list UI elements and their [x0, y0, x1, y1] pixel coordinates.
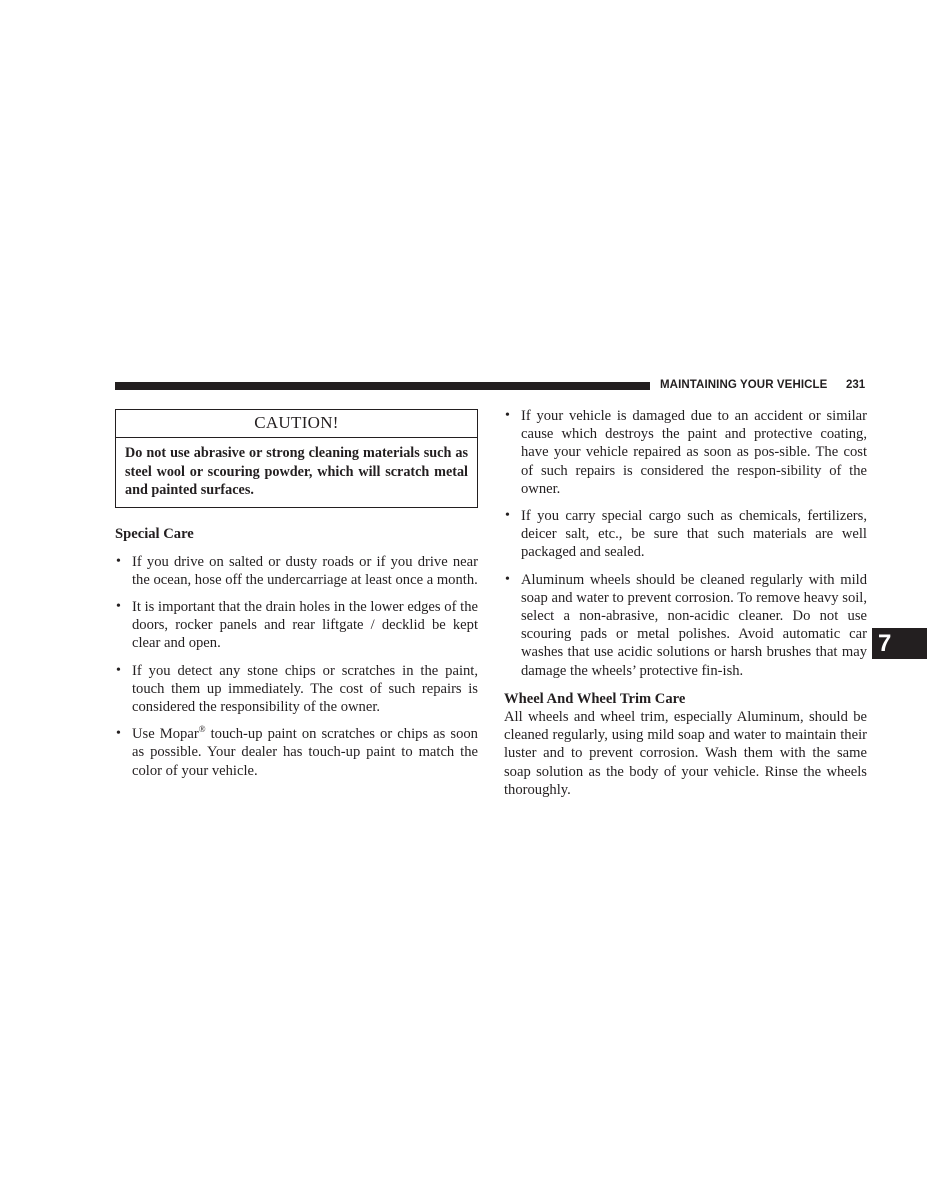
- list-item-text: If your vehicle is damaged due to an accident or similar cause which destroys the paint and protective coating, have your vehicle repaired as soon as pos-sible. The cost of such repairs is considered the respon-sibility of the owner.: [521, 408, 867, 497]
- bullet-icon: •: [116, 553, 121, 569]
- list-item: [115, 553, 478, 589]
- caution-box: [115, 409, 478, 508]
- list-item-text: [132, 726, 478, 778]
- list-item: [115, 662, 478, 717]
- mopar-text: Use Mopar: [132, 726, 199, 743]
- page-number: 231: [846, 379, 866, 391]
- list-item-text: It is important that the drain holes in the lower edges of the doors, rocker panels and rear liftgate / decklid be kept clear and open.: [132, 599, 478, 652]
- registered-mark: ®: [198, 724, 206, 735]
- wheel-care-text: All wheels and wheel trim, especially Aluminum, should be cleaned regularly, using mild soap and water to maintain their luster and to prevent corrosion. Wash them with the same soap solution as the body of your vehicle. Rinse the wheels thoroughly.: [504, 709, 867, 798]
- bullet-icon: •: [505, 508, 510, 524]
- right-column: [504, 407, 867, 799]
- damage-care-list: [504, 407, 867, 680]
- special-care-list: [115, 553, 478, 780]
- list-item-text: Aluminum wheels should be cleaned regularly with mild soap and water to prevent corrosion. To remove heavy soil, select a non-abrasive, non-acidic cleaner. Do not use scouring pads or metal polishes. Avoid automatic car washes that use acidic solutions or harsh brushes that may damage the wheels’ protective fin-ish.: [521, 571, 867, 679]
- list-item: [115, 725, 478, 780]
- list-item: [115, 598, 478, 653]
- left-column: [115, 409, 478, 789]
- bullet-icon: •: [116, 662, 121, 678]
- bullet-icon: •: [505, 571, 510, 587]
- list-item: [504, 507, 867, 562]
- caution-text: Do not use abrasive or strong cleaning materials such as steel wool or scouring powder, which will scratch metal and painted surfaces.: [125, 445, 468, 499]
- list-item-text: If you detect any stone chips or scratches in the paint, touch them up immediately. The cost of such repairs is considered the responsibility of the owner.: [132, 662, 478, 716]
- caution-title: CAUTION!: [116, 410, 477, 438]
- list-item: [504, 407, 867, 498]
- list-item-text: If you carry special cargo such as chemicals, fertilizers, deicer salt, etc., be sure that such materials are well packaged and sealed.: [521, 508, 867, 561]
- bullet-icon: •: [116, 726, 121, 742]
- chapter-tab: 7: [872, 628, 927, 659]
- wheel-care-heading: Wheel And Wheel Trim Care: [504, 690, 686, 707]
- bullet-icon: •: [505, 408, 510, 423]
- section-title: MAINTAINING YOUR VEHICLE: [660, 379, 828, 391]
- list-item-text: If you drive on salted or dusty roads or if you drive near the ocean, hose off the undercarriage at least once a month.: [132, 553, 478, 588]
- list-item: [504, 571, 867, 680]
- mopar-rest-text: touch-up paint on scratches or chips as soon as possible. Your dealer has touch-up paint to match the color of your vehicle.: [132, 726, 478, 779]
- bullet-icon: •: [116, 599, 121, 615]
- header-rule: [115, 382, 650, 390]
- special-care-heading: Special Care: [115, 526, 194, 543]
